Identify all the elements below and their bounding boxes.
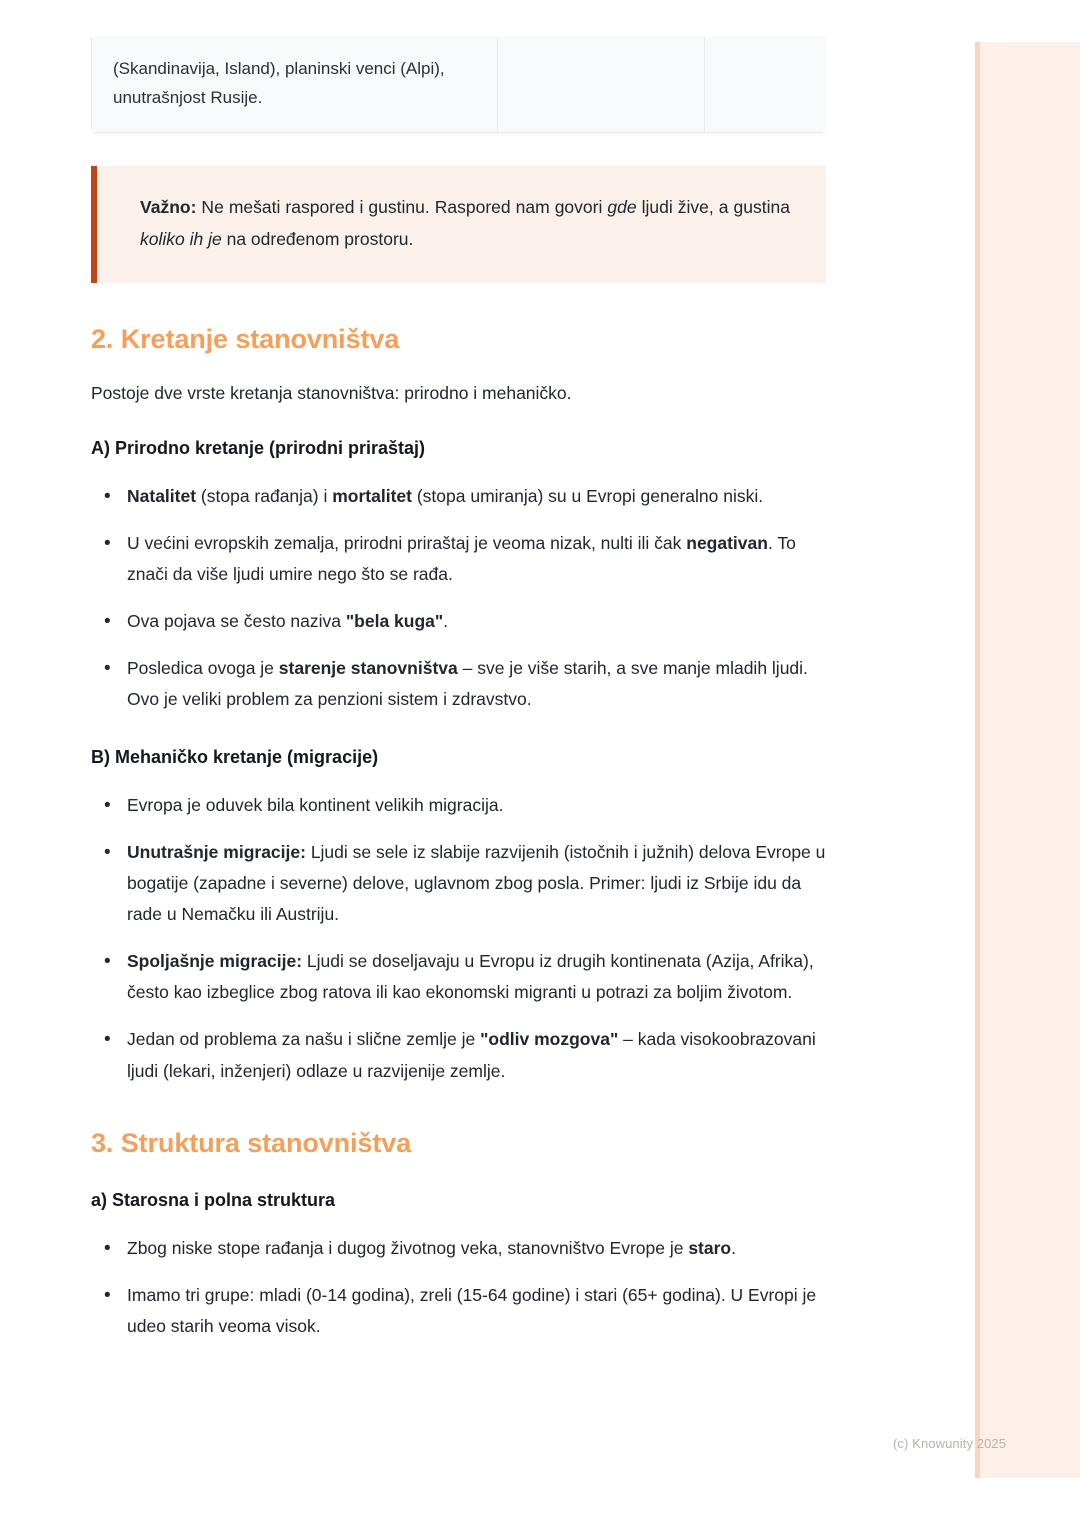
- bullet-text-1: – kada visokoobrazovani ljudi (lekari, inženjeri) odlaze u razvijenije zemlje.: [127, 1029, 816, 1081]
- bullet-text-1: . To znači da više ljudi umire nego što se rađa.: [127, 532, 796, 585]
- bullet-bold-1: negativan: [686, 532, 768, 553]
- bullet-text-1: .: [443, 611, 449, 632]
- table-cell-3: [705, 37, 827, 133]
- list-item: [91, 790, 831, 821]
- list-item: [91, 481, 831, 512]
- callout-text-3: na određenom prostoru.: [221, 228, 414, 249]
- bullet-bold-1: starenje stanovništva: [278, 658, 458, 679]
- subheading-a-starosna: a) Starosna i polna struktura: [91, 1189, 336, 1210]
- callout-text-2: ljudi žive, a gustina: [636, 197, 790, 218]
- callout-italic-2: koliko ih je: [140, 228, 222, 249]
- callout-italic-1: gde: [607, 197, 637, 218]
- section2-lead-paragraph: Postoje dve vrste kretanja stanovništva: prirodno i mehaničko.: [91, 382, 572, 403]
- bullet-bold-1: "bela kuga": [345, 611, 444, 632]
- list-item: [91, 1233, 831, 1264]
- list-item: [91, 528, 831, 590]
- bullet-text-1: (stopa rađanja) i: [196, 485, 333, 506]
- bullet-text-1: Ljudi se sele iz slabije razvijenih (istočnih i južnih) delova Evrope u bogatije (zapadne i severne) delove, uglavnom zbog posla. Primer: ljudi iz Srbije idu da rade u Nemačku ili Austriju.: [127, 841, 826, 925]
- callout-label: Važno:: [140, 197, 197, 218]
- important-callout: [91, 166, 826, 282]
- bullet-bold-1: staro: [688, 1237, 732, 1258]
- bullet-bold-1: "odliv mozgova": [480, 1029, 619, 1050]
- table-container: [91, 37, 826, 133]
- bullet-text-0: Posledica ovoga je: [127, 658, 279, 679]
- bullet-text-0: Evropa je oduvek bila kontinent velikih migracija.: [127, 794, 504, 815]
- right-panel-edge-stripe: [975, 42, 980, 1478]
- bullet-text-0: Jedan od problema za našu i slične zemlje je: [127, 1029, 481, 1050]
- document-content: [91, 0, 831, 1342]
- bullet-text-2: (stopa umiranja) su u Evropi generalno niski.: [411, 485, 764, 506]
- bullet-text-1: Ljudi se doseljavaju u Evropu iz drugih kontinenata (Azija, Afrika), često kao izbeglice zbog ratova ili kao ekonomski migranti u potrazi za boljim životom.: [127, 951, 814, 1003]
- copyright-watermark: (c) Knowunity 2025: [893, 1436, 1007, 1451]
- subheading-a-prirodno: A) Prirodno kretanje (prirodni priraštaj): [91, 437, 426, 458]
- bullet-list-prirodno: [91, 481, 831, 716]
- bullet-bold-1: Spoljašnje migracije:: [127, 951, 303, 972]
- bullet-list-mehanicko: [91, 790, 831, 1087]
- bullet-bold-1: Unutrašnje migracije:: [127, 841, 306, 862]
- bullet-text-1: .: [731, 1237, 736, 1258]
- population-table: [91, 37, 826, 133]
- list-item: [91, 1024, 831, 1086]
- list-item: [91, 1280, 831, 1342]
- table-cell-2: [498, 37, 705, 133]
- bullet-text-0: Imamo tri grupe: mladi (0-14 godina), zreli (15-64 godine) i stari (65+ godina). U Evropi je udeo starih veoma visok.: [127, 1284, 817, 1336]
- bullet-text-1: – sve je više starih, a sve manje mladih ljudi. Ovo je veliki problem za penzioni sistem i zdravstvo.: [127, 658, 808, 710]
- section-heading-3: 3. Struktura stanovništva: [91, 1127, 412, 1158]
- bullet-text-0: U većini evropskih zemalja, prirodni priraštaj je veoma nizak, nulti ili čak: [127, 532, 687, 553]
- bullet-text-0: Zbog niske stope rađanja i dugog životnog veka, stanovništvo Evrope je: [127, 1237, 689, 1258]
- list-item: [91, 606, 831, 637]
- bullet-bold-1: Natalitet: [127, 485, 197, 506]
- bullet-list-starosna: [91, 1233, 831, 1342]
- section-heading-2: 2. Kretanje stanovništva: [91, 323, 400, 354]
- callout-text-1: Ne mešati raspored i gustinu. Raspored nam govori: [196, 197, 608, 218]
- bullet-text-0: Ova pojava se često naziva: [127, 611, 346, 632]
- list-item: [91, 946, 831, 1008]
- table-cell-1: (Skandinavija, Island), planinski venci (Alpi), unutrašnjost Rusije.: [92, 37, 498, 133]
- list-item: [91, 837, 831, 930]
- subheading-b-mehanicko: B) Mehaničko kretanje (migracije): [91, 746, 379, 767]
- list-item: [91, 653, 831, 715]
- bullet-bold-2: mortalitet: [332, 485, 412, 506]
- right-decorative-panel: [975, 42, 1080, 1478]
- table-row: [92, 37, 827, 133]
